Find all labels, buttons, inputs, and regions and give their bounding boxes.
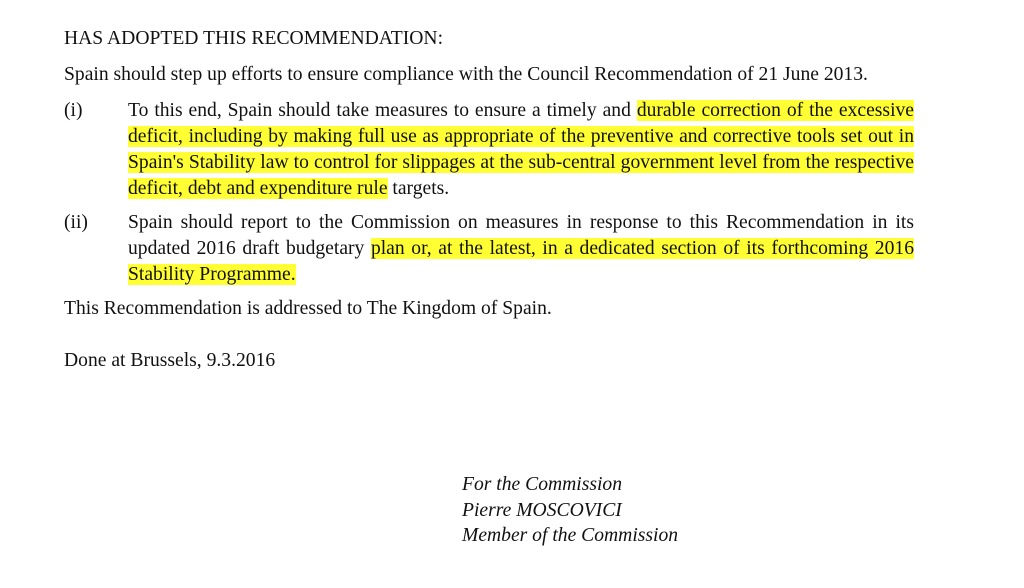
signature-title: Member of the Commission [462,525,679,546]
highlighted-text: durable correction of the excessive deficit, including by making full use as appropriate of the preventive and corrective tools set out in Spain's Stability law to control for slippages at the sub-central government level from the respective deficit, debt and expenditure rule [128,100,914,199]
document-body [64,26,914,374]
item-text-before: Spain should report to the Commission on measures in response to this Recommendation in its updated 2016 draft budgetary [128,212,914,259]
list-item [64,98,914,202]
item-text-before: To this end, Spain should take measures to ensure a timely and [128,100,637,121]
highlighted-text: plan or, at the latest, in a dedicated section of its forthcoming 2016 Stability Programme. [128,238,914,285]
heading: HAS ADOPTED THIS RECOMMENDATION: [64,28,444,49]
addressed-paragraph: This Recommendation is addressed to The Kingdom of Spain. [64,298,552,319]
signature-block [462,472,678,549]
item-number: (i) [64,100,83,121]
item-text [128,98,914,202]
list-item [64,210,914,288]
item-text-after: targets. [387,178,450,199]
signature-line-for-commission: For the Commission [462,474,623,495]
item-number: (ii) [64,212,88,233]
done-at-line: Done at Brussels, 9.3.2016 [64,350,276,371]
item-text [128,210,914,288]
intro-paragraph: Spain should step up efforts to ensure compliance with the Council Recommendation of 21 June 2013. [64,64,868,85]
signature-name: Pierre MOSCOVICI [462,499,622,521]
